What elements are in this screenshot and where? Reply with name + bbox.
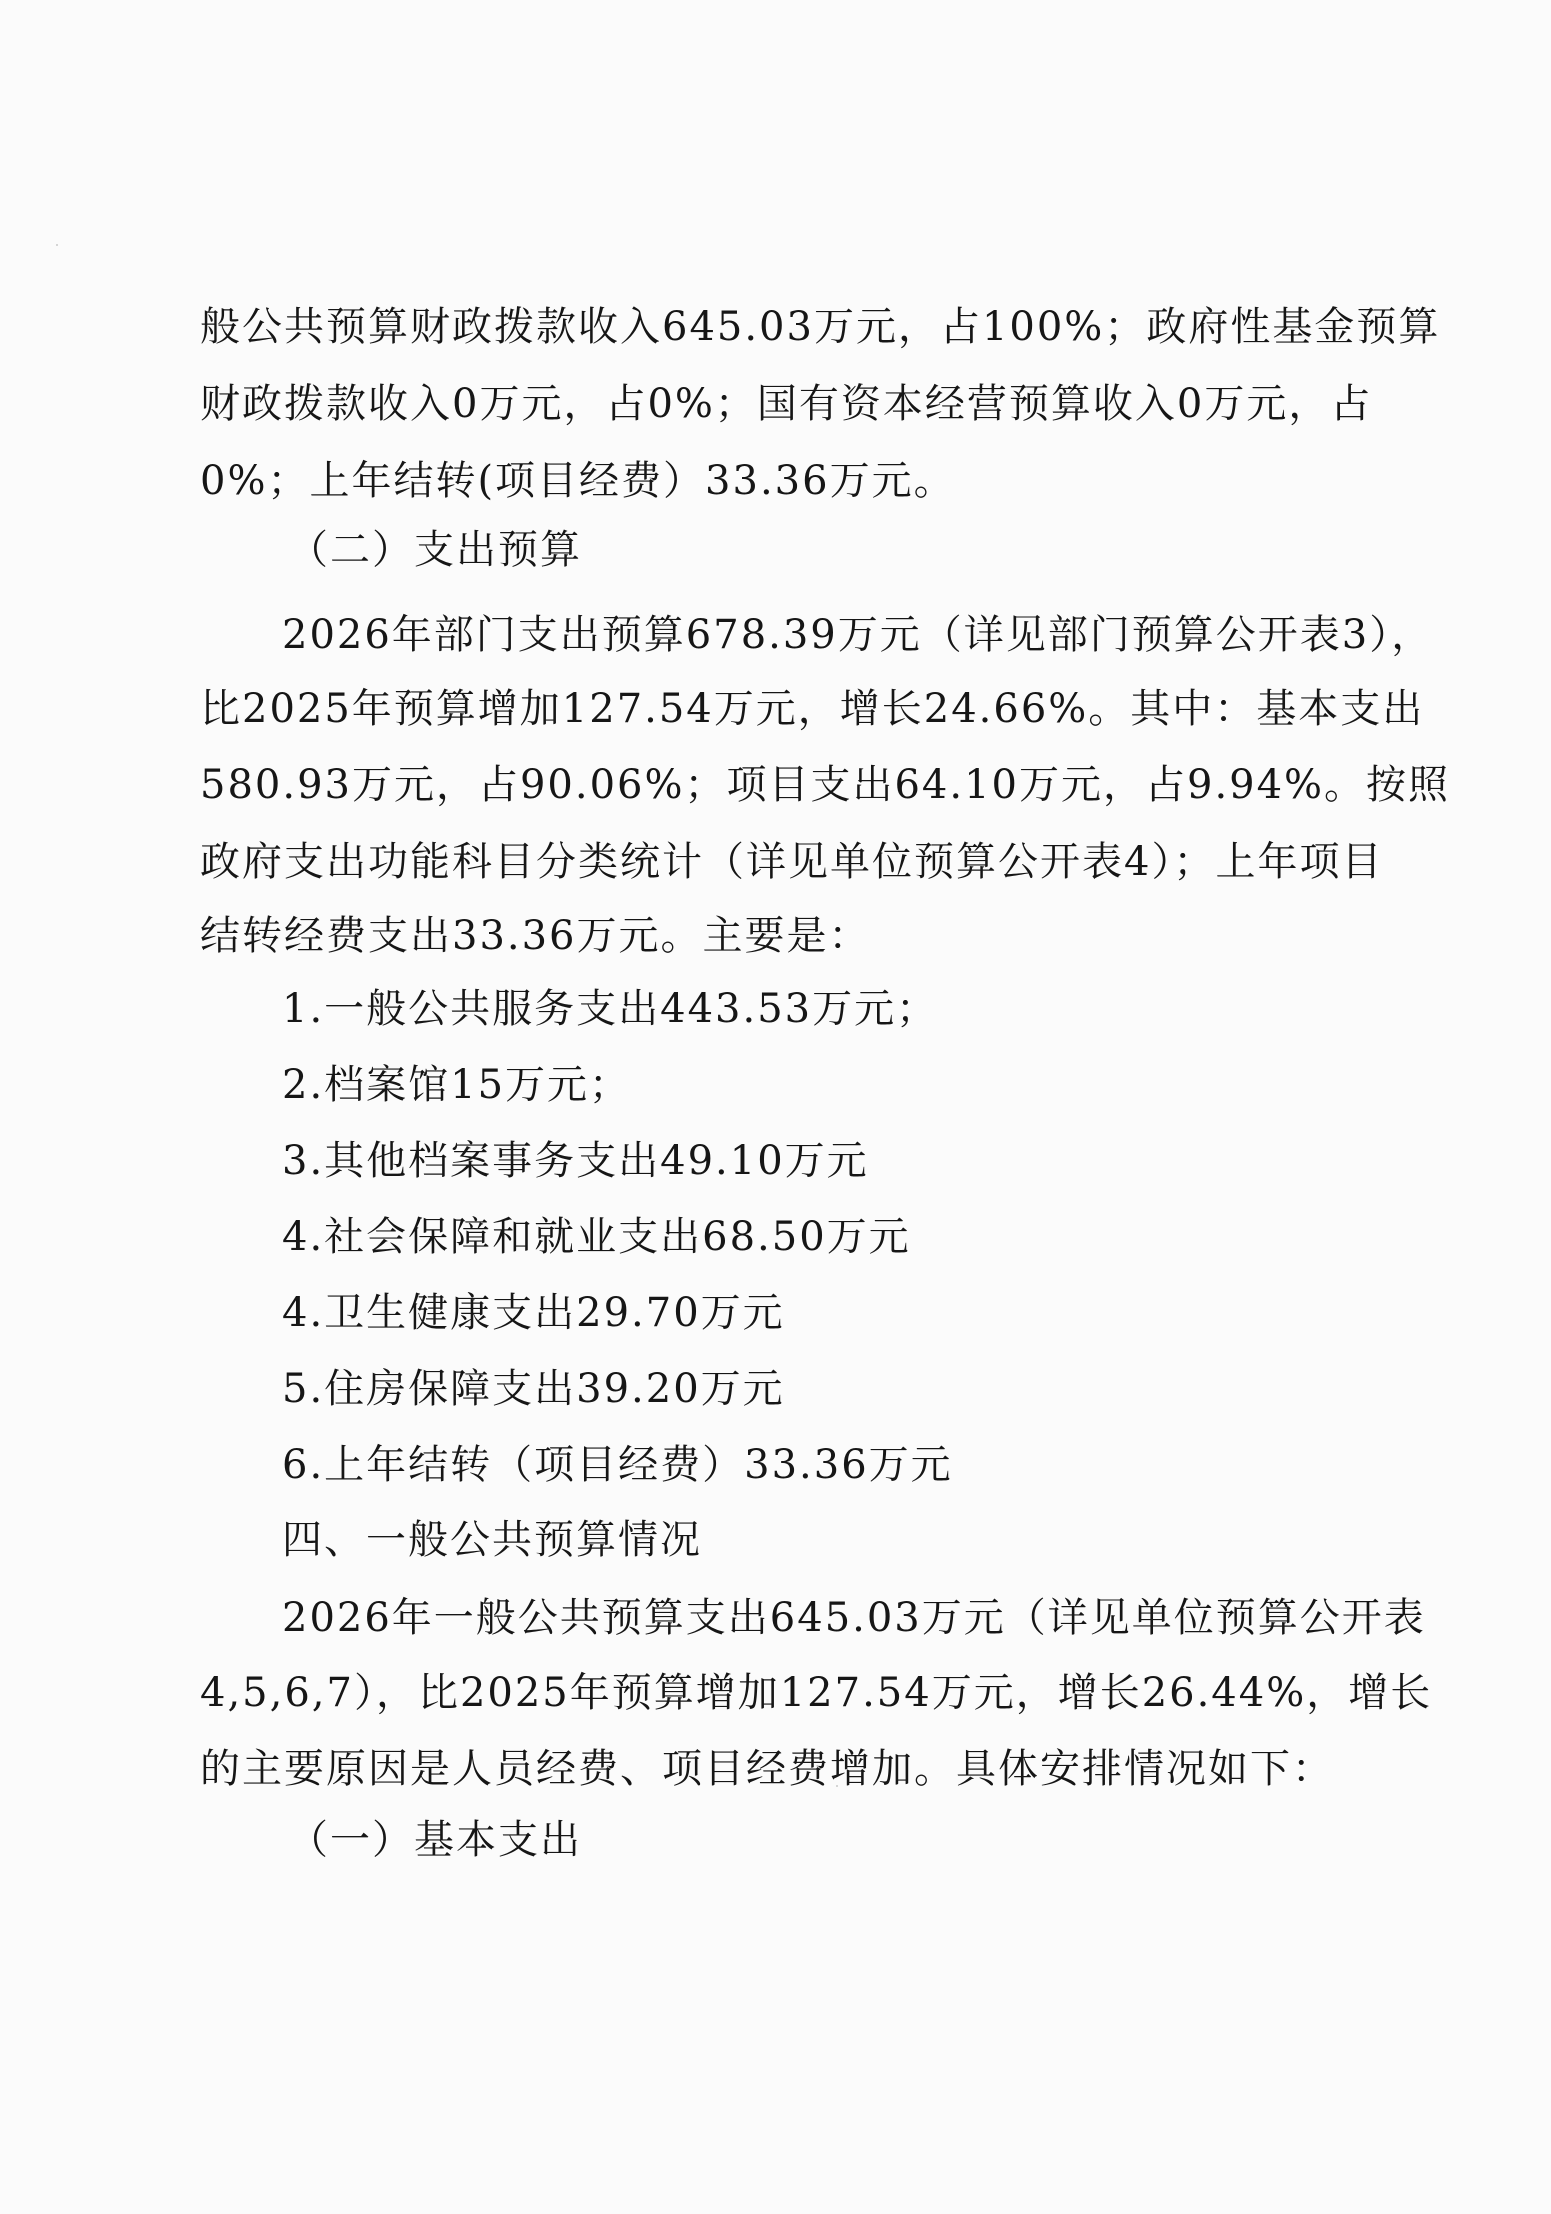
subsection-basic-heading: （一）基本支出 bbox=[288, 1817, 582, 1863]
income-paragraph-line-1: 般公共预算财政拨款收入645.03万元，占100%；政府性基金预算 bbox=[200, 304, 1441, 350]
general-budget-paragraph-line-1: 2026年一般公共预算支出645.03万元（详见单位预算公开表 bbox=[282, 1595, 1426, 1641]
expenditure-item: 1.一般公共服务支出443.53万元； bbox=[282, 986, 939, 1032]
expenditure-item: 4.卫生健康支出29.70万元 bbox=[282, 1290, 785, 1336]
section-general-budget-heading: 四、一般公共预算情况 bbox=[282, 1517, 702, 1563]
expenditure-item: 3.其他档案事务支出49.10万元 bbox=[282, 1138, 869, 1184]
income-paragraph-line-2: 财政拨款收入0万元，占0%；国有资本经营预算收入0万元，占 bbox=[200, 381, 1373, 427]
income-paragraph-line-3: 0%；上年结转(项目经费）33.36万元。 bbox=[200, 458, 956, 504]
expenditure-item: 2.档案馆15万元； bbox=[282, 1062, 632, 1108]
expenditure-item: 5.住房保障支出39.20万元 bbox=[282, 1366, 785, 1412]
expenditure-item: 6.上年结转（项目经费）33.36万元 bbox=[282, 1442, 953, 1488]
general-budget-paragraph-line-3: 的主要原因是人员经费、项目经费增加。具体安排情况如下： bbox=[200, 1746, 1334, 1792]
scan-speck bbox=[56, 244, 58, 246]
expenditure-paragraph-line-4: 政府支出功能科目分类统计（详见单位预算公开表4）；上年项目 bbox=[200, 839, 1384, 885]
section-expenditure-heading: （二）支出预算 bbox=[288, 527, 582, 573]
expenditure-paragraph-line-5: 结转经费支出33.36万元。主要是： bbox=[200, 913, 871, 959]
expenditure-paragraph-line-1: 2026年部门支出预算678.39万元（详见部门预算公开表3）， bbox=[282, 612, 1434, 658]
expenditure-item: 4.社会保障和就业支出68.50万元 bbox=[282, 1214, 911, 1260]
expenditure-paragraph-line-3: 580.93万元，占90.06%；项目支出64.10万元，占9.94%。按照 bbox=[200, 762, 1451, 808]
expenditure-paragraph-line-2: 比2025年预算增加127.54万元，增长24.66%。其中：基本支出 bbox=[200, 686, 1425, 732]
general-budget-paragraph-line-2: 4,5,6,7），比2025年预算增加127.54万元，增长26.44%，增长 bbox=[200, 1670, 1433, 1716]
